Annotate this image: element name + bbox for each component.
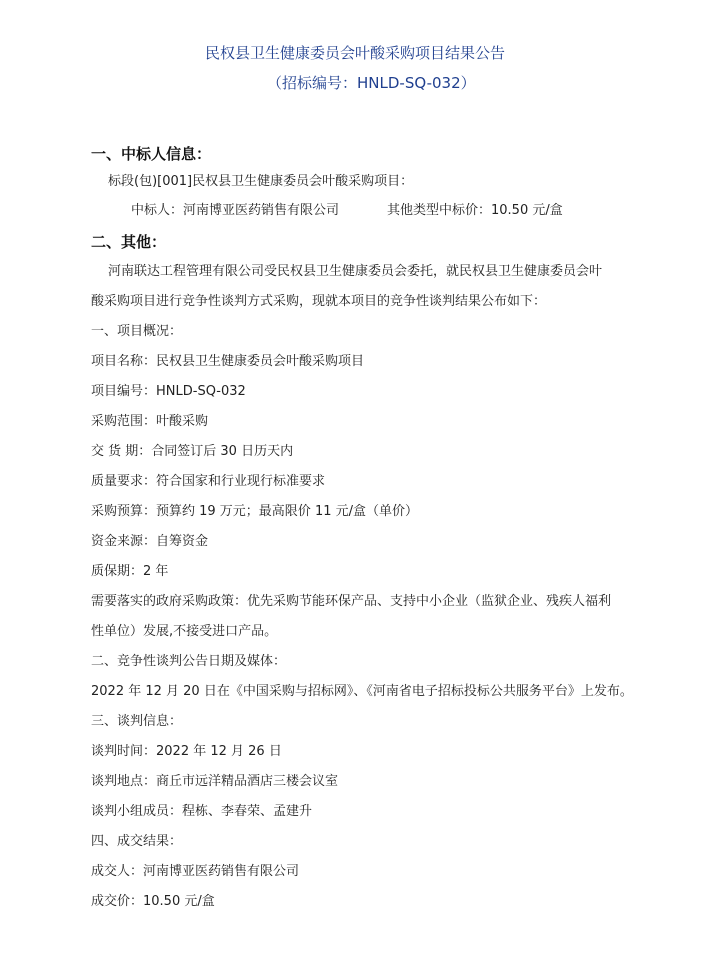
funding-source: 资金来源：自筹资金 [91, 534, 209, 549]
notice-heading: 二、竞争性谈判公告日期及媒体： [91, 654, 287, 669]
warranty-period: 质保期：2 年 [91, 564, 169, 579]
section-heading-winner-info: 一、中标人信息： [91, 145, 212, 163]
quality-requirement: 质量要求：符合国家和行业现行标准要求 [91, 474, 326, 489]
winner-price: 其他类型中标价：10.50 元/盒 [387, 203, 563, 218]
policy-line-2: 性单位）发展,不接受进口产品。 [91, 624, 278, 639]
notice-text: 2022 年 12 月 20 日在《中国采购与招标网》、《河南省电子招标投标公共服务平台》上发布。 [91, 684, 633, 699]
negotiation-time: 谈判时间：2022 年 12 月 26 日 [91, 744, 282, 759]
tender-number: （招标编号：HNLD-SQ-032） [267, 74, 476, 92]
intro-paragraph-line-1: 河南联达工程管理有限公司受民权县卫生健康委员会委托，就民权县卫生健康委员会叶 [108, 264, 603, 279]
winner-name: 中标人：河南博亚医药销售有限公司 [131, 203, 340, 218]
overview-heading: 一、项目概况： [91, 324, 183, 339]
page-title: 民权县卫生健康委员会叶酸采购项目结果公告 [205, 44, 506, 62]
negotiation-members: 谈判小组成员：程栋、李春荣、孟建升 [91, 804, 313, 819]
project-number: 项目编号：HNLD-SQ-032 [91, 384, 246, 399]
project-name: 项目名称：民权县卫生健康委员会叶酸采购项目 [91, 354, 365, 369]
deal-party: 成交人：河南博亚医药销售有限公司 [91, 864, 300, 879]
section-heading-other: 二、其他： [91, 233, 167, 251]
procurement-budget: 采购预算：预算约 19 万元；最高限价 11 元/盒（单价） [91, 504, 418, 519]
intro-paragraph-line-2: 酸采购项目进行竞争性谈判方式采购，现就本项目的竞争性谈判结果公布如下： [91, 294, 547, 309]
negotiation-place: 谈判地点：商丘市远洋精品酒店三楼会议室 [91, 774, 339, 789]
delivery-period: 交 货 期：合同签订后 30 日历天内 [91, 444, 294, 459]
deal-price: 成交价：10.50 元/盒 [91, 894, 215, 909]
policy-line-1: 需要落实的政府采购政策：优先采购节能环保产品、支持中小企业（监狱企业、残疾人福利 [91, 594, 612, 609]
lot-info: 标段(包)[001]民权县卫生健康委员会叶酸采购项目： [108, 174, 414, 189]
negotiation-heading: 三、谈判信息： [91, 714, 183, 729]
procurement-scope: 采购范围：叶酸采购 [91, 414, 209, 429]
result-heading: 四、成交结果： [91, 834, 183, 849]
